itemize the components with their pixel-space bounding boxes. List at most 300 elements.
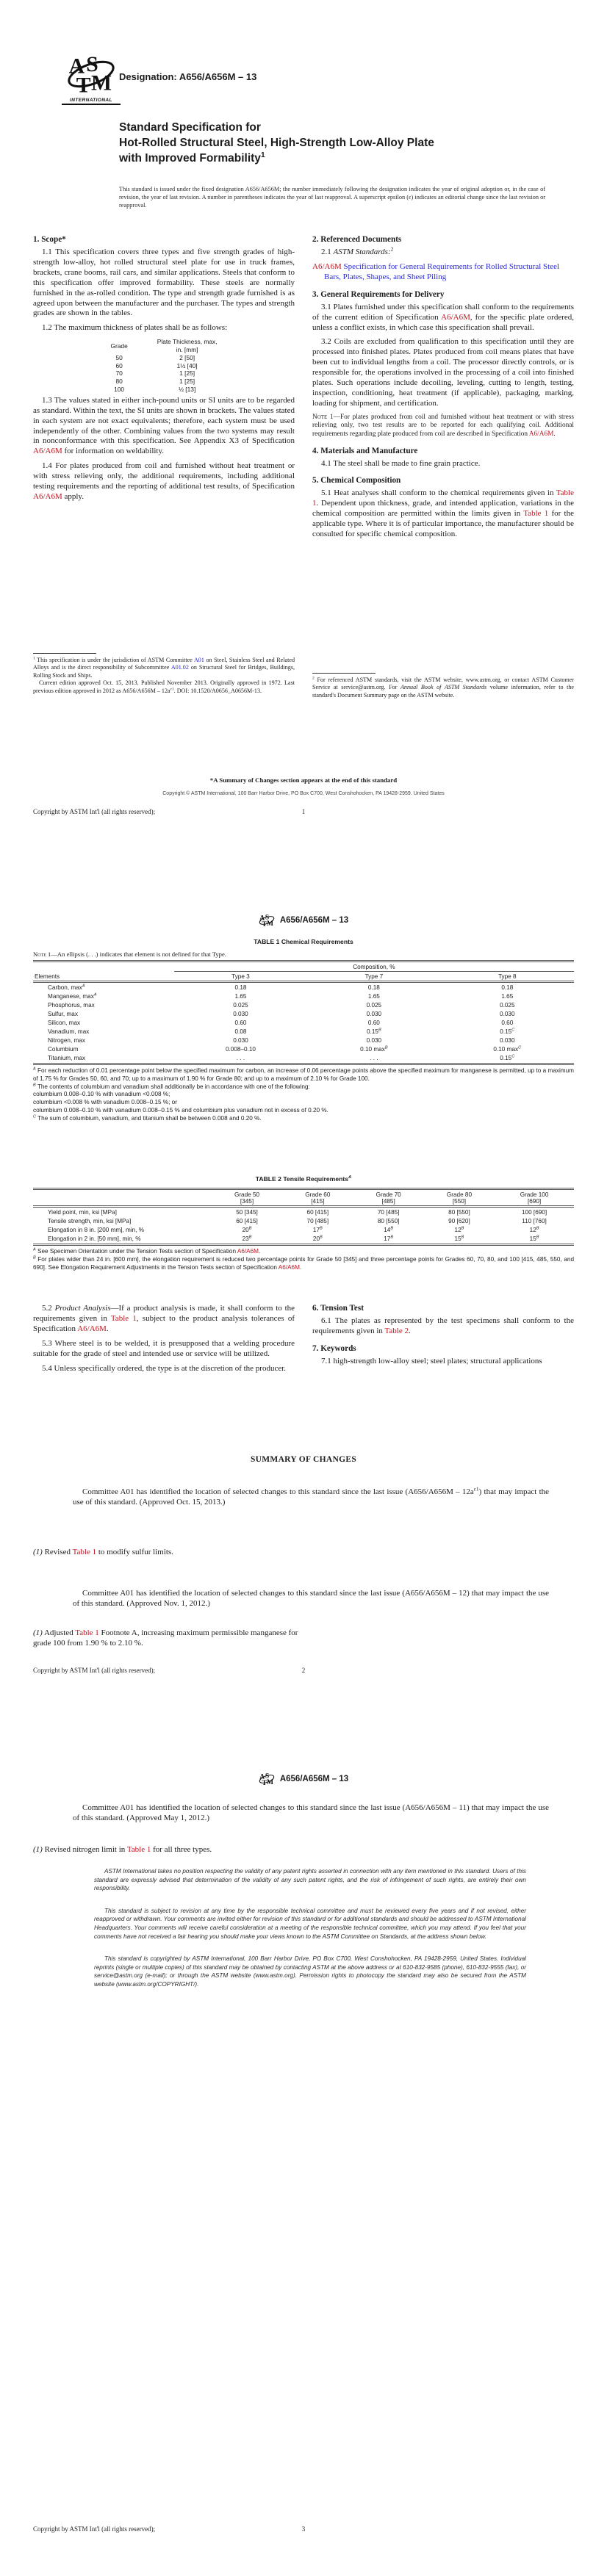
text-run: TABLE 2 Tensile Requirements [255, 1175, 348, 1183]
grade-70-header [353, 1189, 424, 1207]
text-run: ε1 [170, 686, 174, 691]
para-7-1: 7.1 high-strength low-alloy steel; steel plates; structural applications [321, 1356, 542, 1365]
reference-link[interactable]: Table 2 [384, 1326, 409, 1335]
reference-link[interactable]: Table 1 [312, 488, 574, 508]
text-run: Product Analysis [54, 1304, 111, 1313]
reference-link[interactable]: Table 1 [72, 1548, 97, 1556]
two-column-body [33, 235, 574, 544]
grade-thickness-table [96, 338, 231, 394]
two-column-body [33, 1304, 574, 1378]
text-run: 5.1 Heat analyses shall conform to the chemical requirements given in [321, 488, 556, 498]
committee-paragraph-2013 [73, 1487, 549, 1507]
text-run: 12 [454, 1226, 461, 1233]
reference-link[interactable]: Specification for General Requirements for Rolled Structural Steel Bars, Plates, Shapes, and Sheet Piling [324, 261, 560, 281]
footnote-2 [312, 677, 574, 699]
text-run: B [461, 1225, 464, 1230]
value-cell [282, 1225, 353, 1234]
text-run: apply. [62, 491, 84, 501]
table-1-footnote-b [33, 1083, 574, 1092]
text-run: 3.1 Plates furnished under this specification shall conform to the requirements of the current edition of Specification [312, 302, 574, 322]
para-5-4: 5.4 Unless specifically ordered, the type is at the discretion of the producer. [42, 1363, 287, 1373]
tensile-requirements-table [33, 1188, 574, 1246]
element-cell: Sulfur, max [48, 1010, 78, 1017]
text-run: Revised nitrogen limit in [42, 1845, 127, 1854]
grade-cell: 70 [115, 369, 123, 378]
grade-cell: 80 [115, 378, 123, 386]
text-run: 1—For plates produced from coil and furnished without heat treatment or with stress relieving only, two test results are to be reported for each qualifying coil. Additional requirements regarding plate produced from coil are described in Specification [312, 413, 574, 438]
page-number: 1 [301, 808, 306, 815]
text-run: Revised [42, 1548, 73, 1556]
footnote-rule [33, 653, 96, 654]
para-5-1 [312, 488, 574, 540]
grade-60-header [282, 1189, 353, 1207]
text-run: (1) [33, 1548, 43, 1556]
table-row [33, 1036, 574, 1045]
reference-link[interactable]: A01 [193, 657, 204, 663]
text-run: B [248, 1234, 252, 1239]
copyright-notice: This standard is copyrighted by ASTM International, 100 Barr Harbor Drive, PO Box C700, West Conshohocken, PA 19428-2959, United States. Individual reprints (single or multiple copies) of this standard may be obtained by contacting ASTM at the above address or at 610-832-9585 (phone), 610-832-9555 (fax), or service@astm.org (e-mail); or through the ASTM website (www.astm.org). Permission rights to photocopy the standard may also be secured from the ASTM website (www.astm.org/COPYRIGHT/). [94, 1955, 526, 1988]
value-cell: 0.030 [500, 1036, 515, 1044]
text-run: 0.15 [500, 1028, 512, 1035]
summary-of-changes-heading: SUMMARY OF CHANGES [250, 1455, 357, 1464]
page-footer [33, 2525, 574, 2533]
thickness-cell: 1 [25] [179, 378, 195, 386]
value-cell: 70 [485] [377, 1208, 400, 1216]
text-run: 12 [529, 1226, 536, 1233]
legal-boilerplate [94, 1867, 526, 2003]
referenced-standard-item [312, 262, 574, 283]
text-run: —If a product analysis is made, it shall conform to the requirements given in [33, 1304, 295, 1323]
grade-table-header [96, 338, 231, 354]
reference-link[interactable]: A6/A6M [237, 1248, 259, 1255]
value-cell [307, 1045, 440, 1053]
reference-link[interactable]: A6/A6M [33, 491, 62, 501]
table-row [33, 1009, 574, 1018]
value-cell [424, 1234, 495, 1245]
table-row [33, 992, 574, 1000]
value-cell: 110 [760] [522, 1217, 547, 1224]
para-1-4 [33, 461, 295, 502]
grade-header-line2: [415] [311, 1197, 325, 1205]
table-1-footnote-c [33, 1115, 574, 1123]
text-run: 14 [384, 1226, 391, 1233]
reference-link[interactable]: A6/A6M [77, 1324, 107, 1333]
para-1-2: 1.2 The maximum thickness of plates shall be as follows: [42, 323, 228, 333]
grade-100-header [495, 1189, 574, 1207]
thickness-header-line1: Plate Thickness, max, [157, 338, 218, 346]
value-cell [307, 1027, 440, 1036]
reference-link[interactable]: A01.02 [170, 664, 189, 671]
table-row [33, 1053, 574, 1064]
table-row [33, 1045, 574, 1053]
table-header-row [33, 1189, 574, 1207]
committee-paragraph-2012b: Committee A01 has identified the location of selected changes to this standard since the last issue (A656/A656M – 11) that may impact the use of this standard. (Approved May 1, 2012.) [73, 1803, 549, 1822]
property-cell: Elongation in 8 in. [200 mm], min, % [48, 1226, 145, 1233]
thickness-cell: 1½ [40] [176, 361, 198, 369]
value-cell: 1.65 [501, 992, 514, 1000]
change-item-3 [33, 1845, 401, 1855]
grade-row [96, 354, 231, 362]
table-row [33, 1018, 574, 1027]
grade-header-line2: [345] [240, 1197, 254, 1205]
keywords-heading: 7. Keywords [312, 1343, 356, 1353]
page-number: 2 [301, 1667, 306, 1674]
value-cell: 80 [550] [377, 1217, 400, 1224]
logo-international-label: INTERNATIONAL [62, 97, 121, 105]
reference-link[interactable]: A6/A6M [278, 1263, 300, 1271]
text-run: Committee A01 has identified the location of selected changes to this standard since the last issue (A656/A656M – 12a [82, 1487, 474, 1496]
value-cell: 0.60 [501, 1019, 514, 1026]
svg-text:A: A [259, 914, 265, 923]
left-column [33, 235, 295, 544]
text-run: volume information, refer to the standard's Document Summary page on the ASTM website. [312, 684, 574, 699]
right-column [312, 1304, 574, 1378]
running-header [0, 913, 607, 928]
value-cell: 100 [690] [521, 1208, 547, 1216]
text-run: Annual Book of ASTM Standards [400, 684, 487, 691]
value-cell [441, 1053, 574, 1064]
element-cell [33, 992, 174, 1000]
chemical-heading: 5. Chemical Composition [312, 476, 401, 486]
value-cell: 0.60 [367, 1019, 380, 1026]
footnote-1a [33, 657, 295, 679]
text-run: The contents of columbium and vanadium shall additionally be in accordance with one of the following: [35, 1083, 310, 1090]
text-run: . [299, 1263, 302, 1271]
title-line: Hot-Rolled Structural Steel, High-Strength Low-Alloy Plate [119, 137, 434, 149]
reference-link[interactable]: Table 1 [523, 509, 549, 519]
text-run: , for the specific plate ordered, unless a conflict exists, in which case this specification shall prevail. [312, 312, 575, 332]
grade-row [96, 378, 231, 386]
value-cell [495, 1225, 574, 1234]
text-run: B [33, 1082, 36, 1087]
text-run: A [33, 1247, 36, 1252]
text-run: A [33, 1067, 36, 1072]
thickness-cell: 1 [25] [179, 369, 195, 378]
grade-header-line1: Grade 80 [446, 1191, 473, 1198]
title-line: with Improved Formability [119, 152, 261, 165]
text-run: for all three types. [151, 1845, 212, 1854]
text-run: Adjusted [42, 1628, 76, 1637]
text-run: 20 [242, 1226, 249, 1233]
text-run: A [82, 983, 85, 988]
page-3 [0, 1717, 607, 2576]
table-row [33, 1207, 574, 1217]
text-run: C [511, 1053, 515, 1058]
text-run: The sum of columbium, vanadium, and titanium shall be between 0.008 and 0.20 %. [36, 1114, 262, 1122]
composition-column-header: Composition, % [174, 962, 574, 972]
footnote-1b [33, 679, 295, 695]
table-1-footnote-a [33, 1067, 574, 1083]
svg-text:T: T [262, 1778, 267, 1786]
value-cell: 60 [415] [306, 1208, 329, 1216]
table-row [33, 1225, 574, 1234]
value-cell: 60 [415] [236, 1217, 258, 1224]
text-run: for information on weldability. [62, 447, 165, 456]
value-cell [212, 1225, 282, 1234]
page-number: 3 [301, 2525, 306, 2533]
svg-text:M: M [266, 919, 273, 928]
para-6-1 [312, 1316, 574, 1337]
value-cell: 0.18 [501, 984, 514, 991]
reference-link[interactable]: A6/A6M [441, 312, 470, 322]
reference-link[interactable]: Table 1 [126, 1845, 151, 1854]
tension-test-heading: 6. Tension Test [312, 1304, 364, 1313]
para-3-2: 3.2 Coils are excluded from qualification to this specification until they are processed into finished plates. Plates produced from coil means plates that have been cut to individual lengths from a coil. The processor directly controls, or is responsible for, the operations involved in the processing of a coil into finished plates. Such operations include decoiling, leveling, cutting to length, testing, inspection, conditioning, heat treatment (if applicable), packaging, marking, loading for shipment, and certification. [312, 337, 574, 408]
text-run: For each reduction of 0.01 percentage point below the specified maximum for carbon, an increase of 0.06 percentage points above the specified maximum for manganese is permitted, up to a maximum of 1.75 % for Grades 50, 60, and 70; up to a maximum of 1.90 % for Grade 80; and up to a maximum of 2.10 % for Grade 100. [33, 1067, 574, 1082]
text-run: 6.1 The plates as represented by the test specimens shall conform to the requirements given in [312, 1316, 574, 1335]
text-run: 1 [33, 656, 35, 661]
copyright-address-line: Copyright © ASTM International, 100 Barr Harbor Drive, PO Box C700, West Conshohocken, PA 19428-2959. United States [162, 791, 445, 796]
text-run: . [259, 1248, 261, 1255]
text-run: 20 [312, 1235, 320, 1242]
type-7-header: Type 7 [307, 972, 440, 982]
table-2-footnote-a [33, 1248, 574, 1256]
text-run: 0.10 max [493, 1045, 519, 1053]
value-cell: 0.18 [367, 984, 380, 991]
text-run: for the applicable type. Where it is of particular importance, the manufacturer should be consulted for specific chemical composition. [312, 509, 574, 539]
astm-logo-icon [66, 51, 116, 97]
table-2-caption [33, 1175, 574, 1183]
svg-text:T: T [262, 920, 267, 928]
value-cell [212, 1234, 282, 1245]
grade-50-header [212, 1189, 282, 1207]
value-cell: 90 [620] [448, 1217, 470, 1224]
table-row [33, 1027, 574, 1036]
type-8-header: Type 8 [441, 972, 574, 982]
running-header-text: A656/A656M – 13 [279, 1775, 349, 1783]
text-run: B [390, 1225, 394, 1230]
text-run: (1) [33, 1845, 43, 1854]
grade-cell: 100 [114, 386, 125, 394]
reference-link[interactable]: Table 1 [75, 1628, 99, 1637]
running-header [0, 1772, 607, 1786]
para-2-1 [312, 245, 574, 258]
value-cell: 0.030 [233, 1036, 248, 1044]
text-run: Carbon, max [48, 984, 82, 991]
value-cell: 80 [550] [448, 1208, 470, 1216]
patent-disclaimer: ASTM International takes no position respecting the validity of any patent rights asserted in connection with any item mentioned in this standard. Users of this standard are expressly advised that determination of the validity of any such patent rights, and the risk of infringement of such rights, are entirely their own responsibility. [94, 1868, 526, 1892]
value-cell: 0.60 [234, 1019, 247, 1026]
text-run: 1.4 For plates produced from coil and furnished without heat treatment or with stress relieving only, the additional requirements, including additional testing requirements and the reporting of additional test results, of Specification [33, 461, 295, 491]
text-run: 2 [390, 245, 394, 253]
text-run: A [348, 1175, 352, 1180]
grade-80-header [424, 1189, 495, 1207]
text-run: , subject to the product analysis tolerances of Specification [33, 1313, 295, 1333]
grade-header-line1: Grade 70 [376, 1191, 401, 1198]
astm-logo-icon [259, 1772, 275, 1786]
page-footer [33, 808, 574, 815]
table-1-footnote-b-line: columbium 0.008–0.10 % with vanadium 0.008–0.15 % and columbium plus vanadium not in excess of 0.20 %. [33, 1106, 328, 1114]
text-run: B [378, 1027, 381, 1032]
table-1-block [33, 938, 574, 1123]
table-row [33, 1216, 574, 1225]
text-run: 0.15 [500, 1054, 512, 1061]
text-run: B [33, 1255, 36, 1260]
value-cell: . . . [174, 1053, 307, 1064]
text-run: 2.1 [321, 248, 334, 256]
svg-text:S: S [265, 913, 269, 922]
text-run: 1—An ellipsis (. . .) indicates that element is not defined for that Type. [46, 950, 226, 958]
table-2-footnotes [33, 1248, 574, 1271]
text-run: 17 [384, 1235, 391, 1242]
value-cell [353, 1225, 424, 1234]
table-1-footnote-b-line: columbium 0.008–0.10 % with vanadium <0.008 %; [33, 1091, 170, 1098]
value-cell: 0.008–0.10 [225, 1045, 256, 1053]
text-run: B [384, 1045, 388, 1050]
para-5-2 [33, 1304, 295, 1335]
committee-paragraph-2012: Committee A01 has identified the location of selected changes to this standard since the last issue (A656/A656M – 12) that may impact the use of this standard. (Approved Nov. 1, 2012.) [73, 1589, 549, 1608]
value-cell [424, 1225, 495, 1234]
text-run: Note [312, 413, 328, 421]
thickness-col-header [143, 338, 232, 354]
property-cell: Tensile strength, min, ksi [MPa] [48, 1217, 132, 1224]
right-column [312, 235, 574, 544]
chemical-requirements-table [33, 960, 574, 1065]
issued-note: This standard is issued under the fixed designation A656/A656M; the number immediately following the designation indicates the year of original adoption or, in the case of revision, the year of last revision. A number in parentheses indicates the year of last reapproval. A superscript epsilon (ε) indicates an editorial change since the last revision or reapproval. [119, 186, 545, 209]
text-run: 15 [529, 1235, 536, 1242]
text-run: . Dependent upon thickness, grade, and intended application, variations in the chemical composition are permitted within the limits given in [312, 499, 574, 519]
running-header-text: A656/A656M – 13 [279, 916, 349, 925]
text-run: Manganese, max [48, 992, 94, 1000]
element-cell: Silicon, max [48, 1019, 81, 1026]
value-cell [441, 1027, 574, 1036]
footnote-rule [312, 673, 376, 674]
svg-text:M: M [266, 1778, 273, 1786]
value-cell: 1.65 [234, 992, 247, 1000]
footer-copyright: Copyright by ASTM Int'l (all rights reserved); [33, 2525, 156, 2533]
table-row [33, 1234, 574, 1245]
empty-header-cell [33, 1189, 212, 1207]
text-run: Current edition approved Oct. 15, 2013. Published November 2013. Originally approved in 1972. Last previous edition approved in 2012 as A656/A656M – 12a [33, 679, 295, 694]
elements-column-header: Elements [33, 962, 174, 982]
text-run: ASTM Standards: [333, 248, 391, 256]
property-cell: Yield point, min, ksi [MPa] [48, 1208, 117, 1216]
text-run: . DOI: 10.1520/A0656_A0656M-13. [173, 687, 262, 694]
grade-col-header: Grade [110, 342, 128, 350]
type-3-header: Type 3 [174, 972, 307, 982]
grade-header-line1: Grade 100 [520, 1191, 549, 1198]
thickness-cell: ½ [13] [179, 386, 196, 394]
svg-text:A: A [259, 1772, 265, 1781]
change-item-1 [33, 1548, 342, 1558]
left-column [33, 1304, 295, 1378]
svg-text:M: M [91, 71, 112, 95]
value-cell: . . . [307, 1053, 440, 1064]
page-1 [0, 0, 607, 859]
text-run: 17 [312, 1226, 320, 1233]
value-cell: 0.030 [500, 1010, 515, 1017]
text-run: C [511, 1027, 515, 1032]
text-run: For referenced ASTM standards, visit the ASTM website, www.astm.org, or contact ASTM Customer Service at service@astm.org. For [312, 677, 574, 691]
reference-link[interactable]: Table 1 [110, 1313, 137, 1323]
reference-link[interactable]: A6/A6M [528, 430, 554, 438]
footnote-1-block [33, 653, 295, 695]
value-cell: 50 [345] [236, 1208, 258, 1216]
text-run: 0.15 [367, 1028, 378, 1035]
text-run: B [461, 1234, 464, 1239]
text-run: . [553, 430, 556, 438]
value-cell [353, 1234, 424, 1245]
grade-row [96, 369, 231, 378]
value-cell [441, 1045, 574, 1053]
text-run: Note [33, 950, 46, 958]
value-cell: 0.025 [233, 1001, 248, 1009]
svg-text:A: A [68, 54, 85, 79]
reference-link[interactable]: A6/A6M [312, 261, 344, 271]
value-cell: 1.65 [367, 992, 380, 1000]
text-run: B [248, 1225, 252, 1230]
text-run: A [93, 992, 97, 997]
text-run: See Specimen Orientation under the Tension Tests section of Specification [35, 1248, 237, 1255]
element-cell: Columbium [48, 1045, 79, 1053]
svg-text:S: S [86, 52, 98, 76]
reference-link[interactable]: A6/A6M [33, 447, 62, 456]
table-1-footnotes [33, 1067, 574, 1123]
text-run: B [320, 1234, 323, 1239]
grade-header-line2: [485] [381, 1197, 395, 1205]
referenced-documents-heading: 2. Referenced Documents [312, 235, 402, 244]
element-cell: Phosphorus, max [48, 1001, 95, 1009]
element-cell [33, 982, 174, 992]
text-run: 2 [312, 676, 315, 681]
table-row [33, 1000, 574, 1009]
para-3-1 [312, 303, 574, 333]
text-run: For plates wider than 24 in. [600 mm], the elongation requirement is reduced two percentage points for Grade 50 [345] and three percentage points for Grades 60, 70, 80, and 100 [415, 485, 550, and 690]. See Elongation Requirement Adjustments in the Tension Tests section of Specification [33, 1255, 574, 1271]
delivery-heading: 3. General Requirements for Delivery [312, 289, 445, 299]
value-cell [495, 1234, 574, 1245]
element-cell: Vanadium, max [48, 1028, 90, 1035]
grade-header-line2: [550] [452, 1197, 467, 1205]
grade-row [96, 386, 231, 394]
page-title [119, 120, 434, 166]
designation: Designation: A656/A656M – 13 [119, 71, 257, 82]
text-run: 23 [242, 1235, 249, 1242]
materials-heading: 4. Materials and Manufacture [312, 446, 418, 455]
scope-heading: 1. Scope* [33, 235, 66, 244]
text-run: . [106, 1324, 109, 1333]
para-5-3: 5.3 Where steel is to be welded, it is presupposed that a welding procedure suitable for the grade of steel and intended use or service will be utilized. [33, 1338, 295, 1358]
text-run: on Steel, Stainless Steel and Related Alloys and is the direct responsibility of Subcommittee [33, 657, 295, 671]
text-run: B [320, 1225, 323, 1230]
thickness-header-line2: in. [mm] [176, 346, 198, 354]
title-footnote-mark: 1 [260, 150, 265, 159]
value-cell: 0.030 [366, 1036, 382, 1044]
table-2-block [33, 1175, 574, 1271]
para-4-1: 4.1 The steel shall be made to fine grain practice. [321, 458, 481, 468]
value-cell: 0.025 [366, 1001, 382, 1009]
value-cell: 70 [485] [306, 1217, 329, 1224]
title-line: Standard Specification for [119, 121, 261, 134]
grade-header-line1: Grade 50 [234, 1191, 260, 1198]
grade-cell: 60 [115, 361, 123, 369]
text-run: This specification is under the jurisdiction of ASTM Committee [35, 657, 194, 663]
para-1-1: 1.1 This specification covers three types and five strength grades of high-strength low-alloy, hot rolled structural steel plate for use in truck frames, brackets, crane booms, rail cars, and similar applications. Steels that conform to this specification offer improved formability. These steels are normally furnished in the as-rolled condition. The type and strength grade furnished is as agreed upon between the manufacturer and the purchaser. The types and strength grades are shown in the tables. [33, 248, 295, 318]
table-1-note [33, 950, 574, 958]
text-run: (1) [33, 1628, 43, 1637]
footer-copyright: Copyright by ASTM Int'l (all rights reserved); [33, 808, 156, 815]
revision-notice: This standard is subject to revision at any time by the responsible technical committee and must be reviewed every five years and if not revised, either reapproved or withdrawn. Your comments are invited either for revision of this standard or for additional standards and should be addressed to ASTM International Headquarters. Your comments will receive careful consideration at a meeting of the responsible technical committee, which you may attend. If you feel that your comments have not received a fair hearing you should make your views known to the ASTM Committee on Standards, at the address shown below. [94, 1907, 526, 1940]
text-run: B [536, 1225, 539, 1230]
table-header-row [33, 962, 574, 972]
value-cell [282, 1234, 353, 1245]
text-run: on Structural Steel for Bridges, Buildings, Rolling Stock and Ships. [33, 664, 295, 679]
property-cell: Elongation in 2 in. [50 mm], min, % [33, 1234, 212, 1245]
summary-of-changes-note: *A Summary of Changes section appears at the end of this standard [209, 776, 398, 784]
svg-text:T: T [76, 73, 91, 97]
text-run: C [33, 1114, 37, 1119]
table-row [33, 982, 574, 992]
table-2-footnote-b [33, 1256, 574, 1272]
